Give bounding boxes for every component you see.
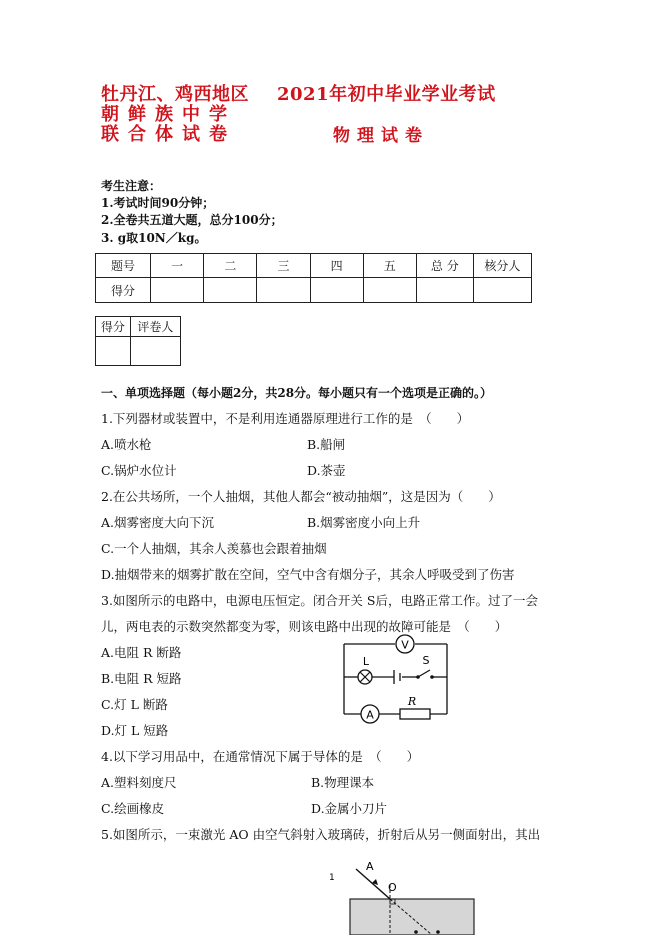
lamp-label: L	[362, 655, 370, 668]
score-table	[95, 253, 532, 303]
incident-ray	[356, 869, 390, 899]
title-exam: 2021年初中毕业学业考试	[277, 84, 496, 105]
notice-item: 2.全卷共五道大题，总分100分；	[101, 213, 283, 227]
option: C.一个人抽烟，其余人羡慕也会跟着抽烟	[101, 541, 327, 556]
title-school: 朝鲜族中学	[101, 104, 236, 125]
grader-score-cell	[96, 337, 131, 366]
score-cell	[257, 278, 310, 303]
score-cell	[151, 278, 204, 303]
glass-brick	[350, 899, 474, 935]
option: A.塑料刻度尺	[101, 775, 177, 790]
score-header-cell: 核分人	[473, 254, 531, 278]
circuit-diagram	[330, 632, 460, 727]
notice-item: 3. g取10N／kg。	[101, 231, 207, 245]
score-cell	[473, 278, 531, 303]
grader-score-header: 得分	[96, 317, 131, 337]
score-header-cell: 二	[204, 254, 257, 278]
section-title: 一、单项选择题（每小题2分，共28分。每小题只有一个选项是正确的。）	[101, 386, 493, 400]
option: B.烟雾密度小向上升	[307, 515, 421, 530]
question-stem: 3.如图所示的电路中，电源电压恒定。闭合开关 S后，电路正常工作。过了一会	[101, 593, 538, 608]
score-header-cell: 三	[257, 254, 310, 278]
option: C.绘画橡皮	[101, 801, 165, 816]
option: C.锅炉水位计	[101, 463, 177, 478]
option: A.烟雾密度大向下沉	[101, 515, 215, 530]
resistor-label: R	[407, 695, 417, 708]
score-header-cell: 题号	[96, 254, 151, 278]
option: B.物理课本	[311, 775, 375, 790]
notice-title: 考生注意：	[101, 179, 162, 193]
score-header-cell: 总 分	[416, 254, 473, 278]
score-row-label: 得分	[96, 278, 151, 303]
ammeter-label: A	[366, 708, 374, 722]
question-stem: 5.如图所示，一束激光 AO 由空气斜射入玻璃砖，折射后从另一侧面射出，其出	[101, 827, 541, 842]
score-header-cell: 一	[151, 254, 204, 278]
switch-label: S	[422, 654, 430, 667]
notice-item: 1.考试时间90分钟；	[101, 196, 215, 210]
title-subject: 物理试卷	[333, 126, 429, 146]
score-header-cell: 四	[310, 254, 363, 278]
resistor-icon	[400, 709, 430, 719]
option: A.喷水枪	[101, 437, 152, 452]
option: D.茶壶	[307, 463, 346, 478]
option: D.金属小刀片	[311, 801, 388, 816]
title-union: 联合体试卷	[101, 124, 236, 145]
grader-name-cell	[130, 337, 180, 366]
question-stem-cont: 儿，两电表的示数突然都变为零，则该电路中出现的故障可能是 （ ）	[101, 619, 508, 634]
option: D.抽烟带来的烟雾扩散在空间，空气中含有烟分子，其余人呼吸受到了伤害	[101, 567, 515, 582]
point-a-label: A	[366, 860, 374, 873]
question-stem: 4.以下学习用品中，在通常情况下属于导体的是 （ ）	[101, 749, 420, 764]
option: D.灯 L 短路	[101, 723, 169, 738]
score-cell	[416, 278, 473, 303]
question-stem: 1.下列器材或装置中，不是利用连通器原理进行工作的是 （ ）	[101, 411, 470, 426]
grader-table	[95, 316, 181, 366]
question-stem: 2.在公共场所，一个人抽烟，其他人都会“被动抽烟”，这是因为（ ）	[101, 489, 501, 504]
score-header-cell: 五	[363, 254, 416, 278]
option: B.电阻 R 短路	[101, 671, 182, 686]
title-region: 牡丹江、鸡西地区	[101, 84, 249, 105]
option: C.灯 L 断路	[101, 697, 168, 712]
option: B.船闸	[307, 437, 346, 452]
score-cell	[363, 278, 416, 303]
voltmeter-label: V	[401, 638, 409, 652]
score-cell	[204, 278, 257, 303]
refraction-figure	[320, 855, 490, 935]
figure-side-mark: 1	[329, 873, 335, 883]
score-cell	[310, 278, 363, 303]
option: A.电阻 R 断路	[101, 645, 182, 660]
grader-name-header: 评卷人	[130, 317, 180, 337]
point-o-label: O	[388, 881, 397, 894]
